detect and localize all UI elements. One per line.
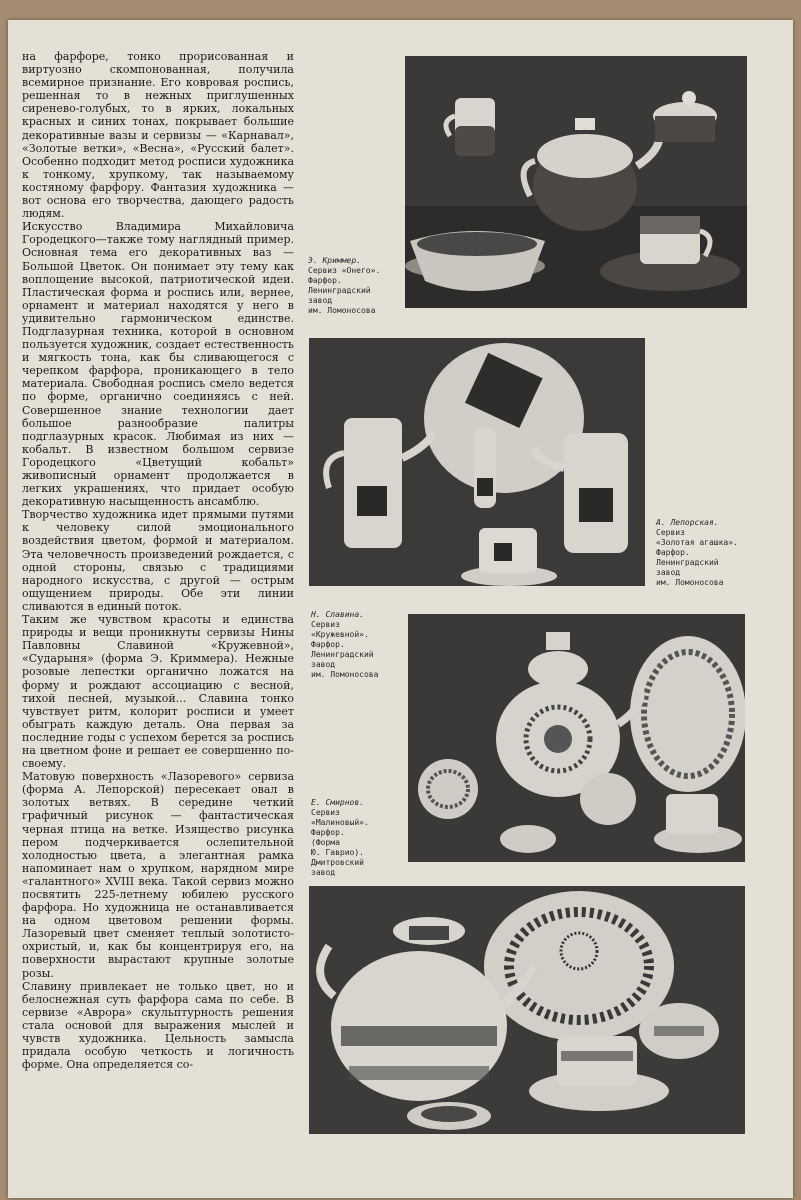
caption-line: завод (311, 660, 336, 669)
caption-line: Н. Славина. (311, 610, 364, 619)
caption-onego (308, 256, 403, 316)
caption-line: завод (311, 868, 336, 877)
caption-line: им. Ломоносова (308, 306, 376, 315)
caption-line: «Малиновый». (311, 818, 369, 827)
caption-line: им. Ломоносова (656, 578, 724, 587)
photo-zolotaya-agashka-service (309, 338, 645, 586)
paragraph: Искусство Владимира Михайловича Городецкого—также тому наглядный пример. Основная тема его декоративных ваз — Большой Цветок. Он понимает эту тему как воплощение высокой, патриотической идеи. Пластическая форма и роспись или, вернее, орнамент и материал находятся у него в удивительно гармоническом единстве. Подглазурная техника, которой в основном пользуется художник, создает естественность и мягкость тона, как бы сливающегося с черепком фарфора, проникающего в тело материала. Свободная роспись смело ведется по форме, органично соединяясь с ней. Совершенное знание технологии дает большое разнообразие палитры подглазурных красок. Любимая из них — кобальт. В известном большом сервизе Городецкого «Цветущий кобальт» живописный орнамент продолжается в легких украшениях, что придает особую декоративную насыщенность ансамблю. (22, 220, 294, 509)
paragraph: Творчество художника идет прямыми путями к человеку силой эмоционального воздействия цветом, формой и материалом. Эта человечность произведений рождается, с одной стороны, связью с традициями народного искусства, с другой — острым ощущением природы. Обе эти линии сливаются в единый поток. (22, 508, 294, 613)
caption-line: Ю. Гаврио). (311, 848, 364, 857)
caption-line: завод (656, 568, 681, 577)
zolotaya-agashka-image (309, 338, 645, 586)
caption-line: Ленинградский (308, 286, 371, 295)
caption-line: Э. Криммер. (308, 256, 361, 265)
caption-line: им. Ломоносова (311, 670, 379, 679)
paragraph: Таким же чувством красоты и единства природы и вещи проникнуты сервизы Нины Павловны Славиной «Кружевной», «Сударыня» (форма Э. Криммера). Нежные розовые лепестки органично ложатся на форму и рождают ассоциацию с весной, тихой песней, музыкой... Славина тонко чувствует ритм, колорит росписи и умеет обыграть каждую деталь. Она первая за последние годы с успехом берется за роспись на цветном фоне и решает ее совершенно по-своему. (22, 613, 294, 771)
caption-zolotaya-agashka (656, 518, 751, 588)
caption-line: Сервиз (656, 528, 685, 537)
paragraph: Матовую поверхность «Лазоревого» сервиза (форма А. Лепорской) пересекает овал в золотых ветвях. В середине четкий графичный рисунок — фантастическая черная птица на ветке. Изящество рисунка пером подчеркивается ослепительной холодностью цвета, а элегантная рамка напоминает нам о хрупком, нарядном мире «галантного» XVIII века. Такой сервиз можно посвятить 225-летнему юбилею русского фарфора. Но художница не останавливается на одном цветовом решении формы. Лазоревый цвет сменяет теплый золотисто-охристый, и, как бы концентрируя его, на поверхности вырастают крупные золотые розы. (22, 770, 294, 980)
caption-line: Е. Смирнов. (311, 798, 364, 807)
photo-aurora-service (309, 886, 745, 1134)
caption-line: Фарфор. (311, 640, 345, 649)
photo-onego-service (405, 56, 747, 308)
caption-line: Сервиз «Онего». (308, 266, 381, 275)
onego-service-image (405, 56, 747, 308)
caption-line: Ленинградский (656, 558, 719, 567)
kruzhevnoy-service-image (408, 614, 745, 862)
article-body (22, 50, 294, 1071)
caption-line: Дмитровский (311, 858, 364, 867)
paragraph: на фарфоре, тонко прорисованная и виртуозно скомпонованная, получила всемирное признание. Его ковровая роспись, решенная то в нежных приглушенных сиренево-голубых, то в ярких, локальных красных и синих тонах, покрывает большие декоративные вазы и сервизы — «Карнавал», «Золотые ветки», «Весна», «Русский балет». Особенно подходит метод росписи художника к тонкому, хрупкому, так называемому костяному фарфору. Фантазия художника — вот основа его творчества, дающего радость людям. (22, 50, 294, 221)
caption-kruzhevnoy (311, 610, 406, 680)
caption-line: Фарфор. (656, 548, 690, 557)
caption-line: «Золотая агашка». (656, 538, 738, 547)
paragraph: Славину привлекает не только цвет, но и белоснежная суть фарфора сама по себе. В сервизе «Аврора» скульптурность решения стала основой для выражения мыслей и чувств художника. Цельность замысла придала особую четкость и логичность форме. Она определяется со- (22, 979, 294, 1072)
caption-line: завод (308, 296, 333, 305)
aurora-service-image (309, 886, 745, 1134)
caption-line: «Кружевной». (311, 630, 369, 639)
caption-line: Сервиз (311, 808, 340, 817)
caption-line: Фарфор. (308, 276, 342, 285)
caption-line: А. Лепорская. (656, 518, 719, 527)
photo-kruzhevnoy-service (408, 614, 745, 862)
magazine-page (8, 20, 793, 1198)
caption-line: Ленинградский (311, 650, 374, 659)
caption-malinovy (311, 798, 406, 878)
caption-line: Сервиз (311, 620, 340, 629)
caption-line: (Форма (311, 838, 340, 847)
caption-line: Фарфор. (311, 828, 345, 837)
